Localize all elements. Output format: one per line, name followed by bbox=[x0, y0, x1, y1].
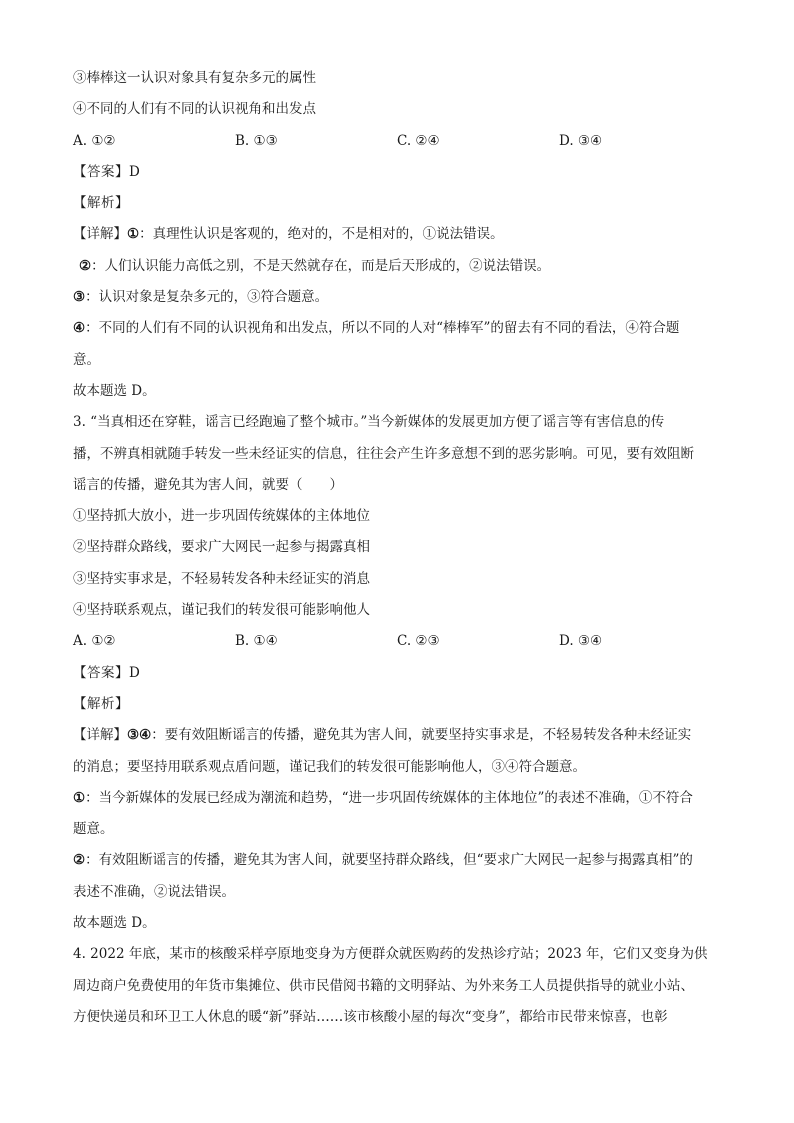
q2-option-c: C. ②④ bbox=[397, 132, 440, 149]
q3-detail-3-line1 bbox=[73, 845, 723, 876]
q3-detail-1-mark: ③④ bbox=[127, 727, 152, 744]
q2-detail-prefix: 【详解】 bbox=[73, 226, 127, 243]
q3-statement-2: ②坚持群众路线，要求广大网民一起参与揭露真相 bbox=[73, 539, 370, 556]
q3-option-c: C. ②③ bbox=[397, 633, 440, 650]
q3-detail-3-mark: ② bbox=[73, 852, 86, 869]
q2-detail-2-text: ：人们认识能力高低之别，不是天然就存在，而是后天形成的，②说法错误。 bbox=[91, 257, 551, 274]
q2-detail-4-mark: ④ bbox=[73, 320, 86, 337]
q2-analysis-label: 【解析】 bbox=[73, 195, 129, 212]
q3-detail-3-text: ：有效阻断谣言的传播，避免其为害人间，就要坚持群众路线，但“要求广大网民一起参与揭露真相”的 bbox=[85, 852, 693, 869]
q3-stem-line1: 3. “当真相还在穿鞋，谣言已经跑遍了整个城市。”当今新媒体的发展更加方便了谣言等有害信息的传 bbox=[73, 414, 665, 431]
q2-detail-1 bbox=[73, 219, 723, 250]
q3-detail-3-line2: 表述不准确，②说法错误。 bbox=[73, 883, 235, 900]
q2-detail-3-text: ：认识对象是复杂多元的，③符合题意。 bbox=[85, 289, 329, 306]
q3-statement-3: ③坚持实事求是，不轻易转发各种未经证实的消息 bbox=[73, 570, 370, 587]
q3-conclusion: 故本题选 D。 bbox=[73, 915, 156, 932]
q3-detail-1-line2: 的消息；要坚持用联系观点盾问题，谨记我们的转发很可能影响他人，③④符合题意。 bbox=[73, 758, 586, 775]
q3-detail-1-text: ：要有效阻断谣言的传播，避免其为害人间，就要坚持实事求是，不轻易转发各种未经证实 bbox=[151, 727, 692, 744]
q3-option-d: D. ③④ bbox=[559, 633, 603, 650]
q2-detail-4-line2: 意。 bbox=[73, 351, 100, 368]
q3-analysis-label: 【解析】 bbox=[73, 695, 129, 712]
q2-detail-1-text: ：真理性认识是客观的，绝对的，不是相对的，①说法错误。 bbox=[139, 226, 504, 243]
q3-detail-2-mark: ① bbox=[73, 789, 86, 806]
q2-option-b: B. ①③ bbox=[235, 132, 278, 149]
q2-statement-3: ③棒棒这一认识对象具有复杂多元的属性 bbox=[73, 70, 316, 86]
q2-detail-2-mark: ② bbox=[79, 257, 92, 274]
q2-option-a: A. ①② bbox=[73, 132, 116, 149]
q2-detail-3 bbox=[73, 282, 723, 313]
q3-answer: 【答案】D bbox=[73, 664, 141, 681]
q3-stem-line2: 播，不辨真相就随手转发一些未经证实的信息，往往会产生许多意想不到的恶劣影响。可见，要有效阻断 bbox=[73, 445, 694, 462]
q3-statement-4: ④坚持联系观点，谨记我们的转发很可能影响他人 bbox=[73, 602, 370, 619]
q2-statement-4: ④不同的人们有不同的认识视角和出发点 bbox=[73, 101, 316, 118]
q4-stem-line2: 周边商户免费使用的年货市集摊位、供市民借阅书籍的文明驿站、为外来务工人员提供指导的就业小站、 bbox=[73, 977, 694, 994]
q3-stem-line3: 谣言的传播，避免其为害人间，就要（ ） bbox=[73, 476, 343, 493]
q3-detail-prefix: 【详解】 bbox=[73, 727, 127, 744]
q3-options bbox=[73, 626, 723, 657]
q3-option-b: B. ①④ bbox=[235, 633, 278, 650]
q2-conclusion: 故本题选 D。 bbox=[73, 382, 156, 399]
q3-detail-2-line2: 题意。 bbox=[73, 821, 114, 838]
q4-stem-line3: 方便快递员和环卫工人休息的暖“新”驿站……该市核酸小屋的每次“变身”，都给市民带来惊喜，也彰 bbox=[73, 1008, 668, 1025]
q4-stem-line1: 4. 2022 年底，某市的核酸采样亭原地变身为方便群众就医购药的发热诊疗站；2023 年，它们又变身为供 bbox=[73, 946, 708, 963]
q2-detail-2 bbox=[73, 251, 723, 282]
q3-detail-1-line1 bbox=[73, 720, 723, 751]
document-content bbox=[73, 63, 723, 1033]
q2-detail-4-text: ：不同的人们有不同的认识视角和出发点，所以不同的人对“棒棒军”的留去有不同的看法，④符合题 bbox=[85, 320, 680, 337]
q2-detail-3-mark: ③ bbox=[73, 289, 86, 306]
q2-answer: 【答案】D bbox=[73, 163, 141, 180]
q2-detail-4-line1 bbox=[73, 313, 723, 344]
q3-detail-2-line1 bbox=[73, 783, 723, 814]
q3-statement-1: ①坚持抓大放小，进一步巩固传统媒体的主体地位 bbox=[73, 508, 370, 525]
q2-option-d: D. ③④ bbox=[559, 132, 603, 149]
q3-detail-2-text: ：当今新媒体的发展已经成为潮流和趋势，“进一步巩固传统媒体的主体地位”的表述不准确，①不符合 bbox=[85, 789, 693, 806]
q2-detail-1-mark: ① bbox=[127, 226, 140, 243]
q3-option-a: A. ①② bbox=[73, 633, 116, 650]
q2-options bbox=[73, 126, 723, 157]
